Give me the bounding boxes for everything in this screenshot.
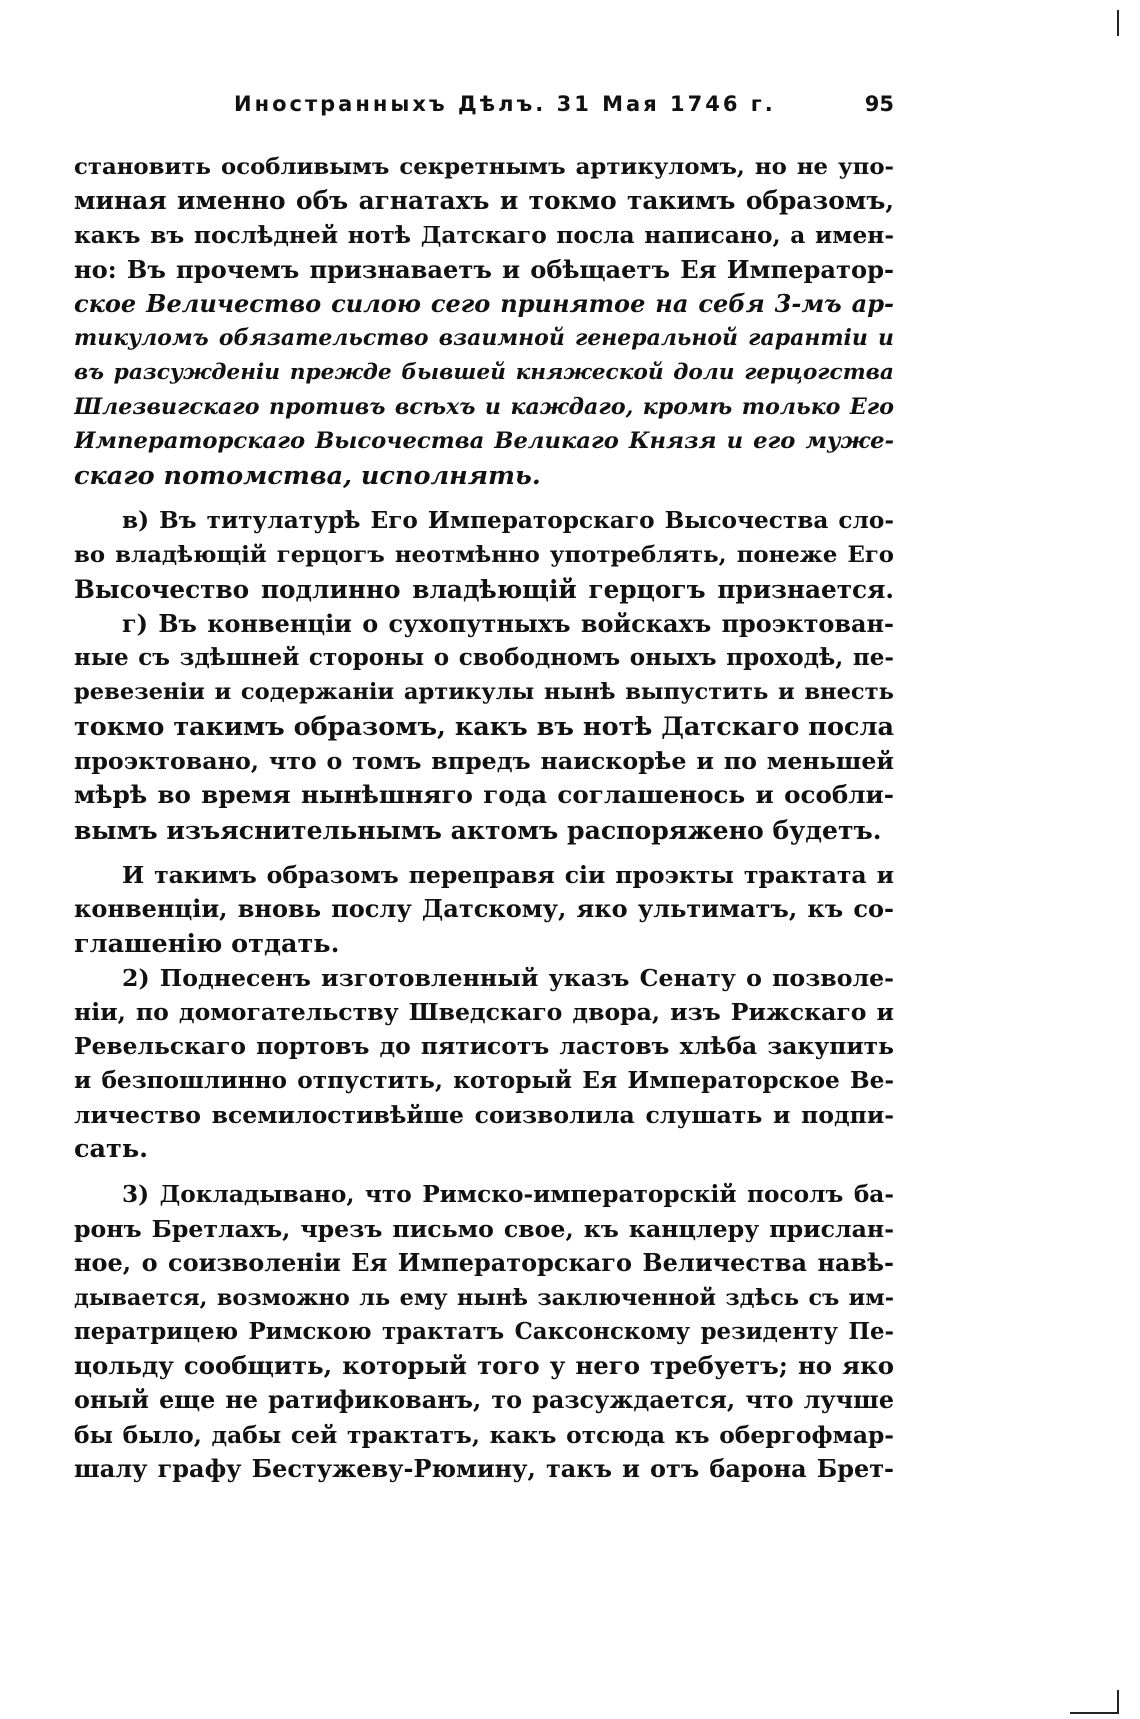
paragraph-gap xyxy=(74,493,894,504)
text-line: цольду сообщить, который того у него требуетъ; но яко xyxy=(74,1351,894,1381)
paragraph-gap xyxy=(74,847,894,858)
text-line: миная именно объ агнатахъ и токмо такимъ образомъ, xyxy=(74,186,894,216)
text-line: конвенцiи, вновь послу Датскому, яко ультиматъ, къ со- xyxy=(74,894,894,924)
text-line: становить особливымъ секретнымъ артикуломъ, но не упо- xyxy=(74,154,894,180)
text-line: личество всемилостивѣйше соизволила слушать и подпи- xyxy=(74,1101,894,1130)
text-line: въ разсужденiи прежде бывшей княжеской доли герцогства xyxy=(74,359,894,385)
text-line: скаго потомства, исполнять. xyxy=(74,460,541,491)
text-line: и безпошлинно отпустить, который Ея Императорское Ве- xyxy=(74,1066,894,1094)
text-line: какъ въ послѣдней нотѣ Датскаго посла написано, а имен- xyxy=(74,221,894,249)
text-line: Высочество подлинно владѣющiй герцогъ признается. xyxy=(74,574,894,604)
text-line: Шлезвигскаго противъ всѣхъ и каждаго, кромѣ только Его xyxy=(74,394,894,421)
text-line: 2) Поднесенъ изготовленный указъ Сенату о позволе- xyxy=(122,963,894,992)
page-number: 95 xyxy=(864,92,894,116)
text-line: но: Въ прочемъ признаваетъ и обѣщаетъ Ея Император- xyxy=(74,254,894,284)
text-line: оный еще не ратификованъ, то разсуждается, что лучше xyxy=(74,1386,894,1415)
paragraph-gap xyxy=(74,1167,894,1178)
text-line: Императорскаго Высочества Великаго Князя и его муже- xyxy=(74,428,894,455)
body-text xyxy=(74,150,894,1486)
text-line: ператрицею Римскою трактатъ Саксонскому резиденту Пе- xyxy=(74,1318,894,1345)
text-line: ные съ здѣшней стороны о свободномъ оныхъ проходѣ, пе- xyxy=(74,644,894,672)
text-line: токмо такимъ образомъ, какъ въ нотѣ Датскаго посла xyxy=(74,711,894,742)
text-line: глашенiю отдать. xyxy=(74,928,340,959)
text-line: И такимъ образомъ переправя сiи проэкты трактата и xyxy=(122,860,894,889)
text-line: шалу графу Бестужеву-Рюмину, такъ и отъ барона Брет- xyxy=(74,1454,894,1483)
text-line: г) Въ конвенцiи о сухопутныхъ войскахъ проэктован- xyxy=(122,609,894,638)
text-line: вымъ изъяснительнымъ актомъ распоряжено будетъ. xyxy=(74,814,882,845)
text-line: 3) Докладывано, что Римско-императорскiй посолъ ба- xyxy=(122,1180,894,1208)
text-line: бы было, дабы сей трактатъ, какъ отсюда къ обергофмар- xyxy=(74,1420,894,1449)
text-line: ное, о соизволенiи Ея Императорскаго Величества навѣ- xyxy=(74,1248,894,1278)
text-line: мѣрѣ во время нынѣшняго года соглашенось и особли- xyxy=(74,780,894,810)
text-line: ронъ Бретлахъ, чрезъ письмо свое, къ канцлеру прислан- xyxy=(74,1214,894,1243)
text-line: Ревельскаго портовъ до пятисотъ ластовъ хлѣба закупить xyxy=(74,1032,894,1061)
running-head xyxy=(74,92,894,120)
running-title: Иностранныхъ Дѣлъ. 31 Мая 1746 г. xyxy=(234,92,776,116)
text-line: тикуломъ обязательство взаимной генеральной гарантiи и xyxy=(74,325,894,352)
text-line: нiи, по домогательству Шведскаго двора, изъ Рижскаго и xyxy=(74,998,894,1027)
text-line: сать. xyxy=(74,1134,149,1165)
scan-edge-mark-bottom-line xyxy=(1070,1712,1118,1714)
text-line: в) Въ титулатурѣ Его Императорскаго Высочества сло- xyxy=(122,506,894,534)
text-line: дывается, возможно ль ему нынѣ заключенной здѣсь съ им- xyxy=(74,1284,894,1311)
scan-edge-mark-bottom xyxy=(1117,1690,1119,1714)
text-line: проэктовано, что о томъ впредъ наискорѣе и по меньшей xyxy=(74,747,894,776)
scan-edge-mark-top xyxy=(1117,10,1119,36)
text-line: ское Величество силою сего принятое на себя 3-мъ ар- xyxy=(74,289,894,319)
text-line: во владѣющiй герцогъ неотмѣнно употреблять, понеже Его xyxy=(74,542,894,569)
text-line: ревезенiи и содержанiи артикулы нынѣ выпустить и внесть xyxy=(74,679,894,706)
